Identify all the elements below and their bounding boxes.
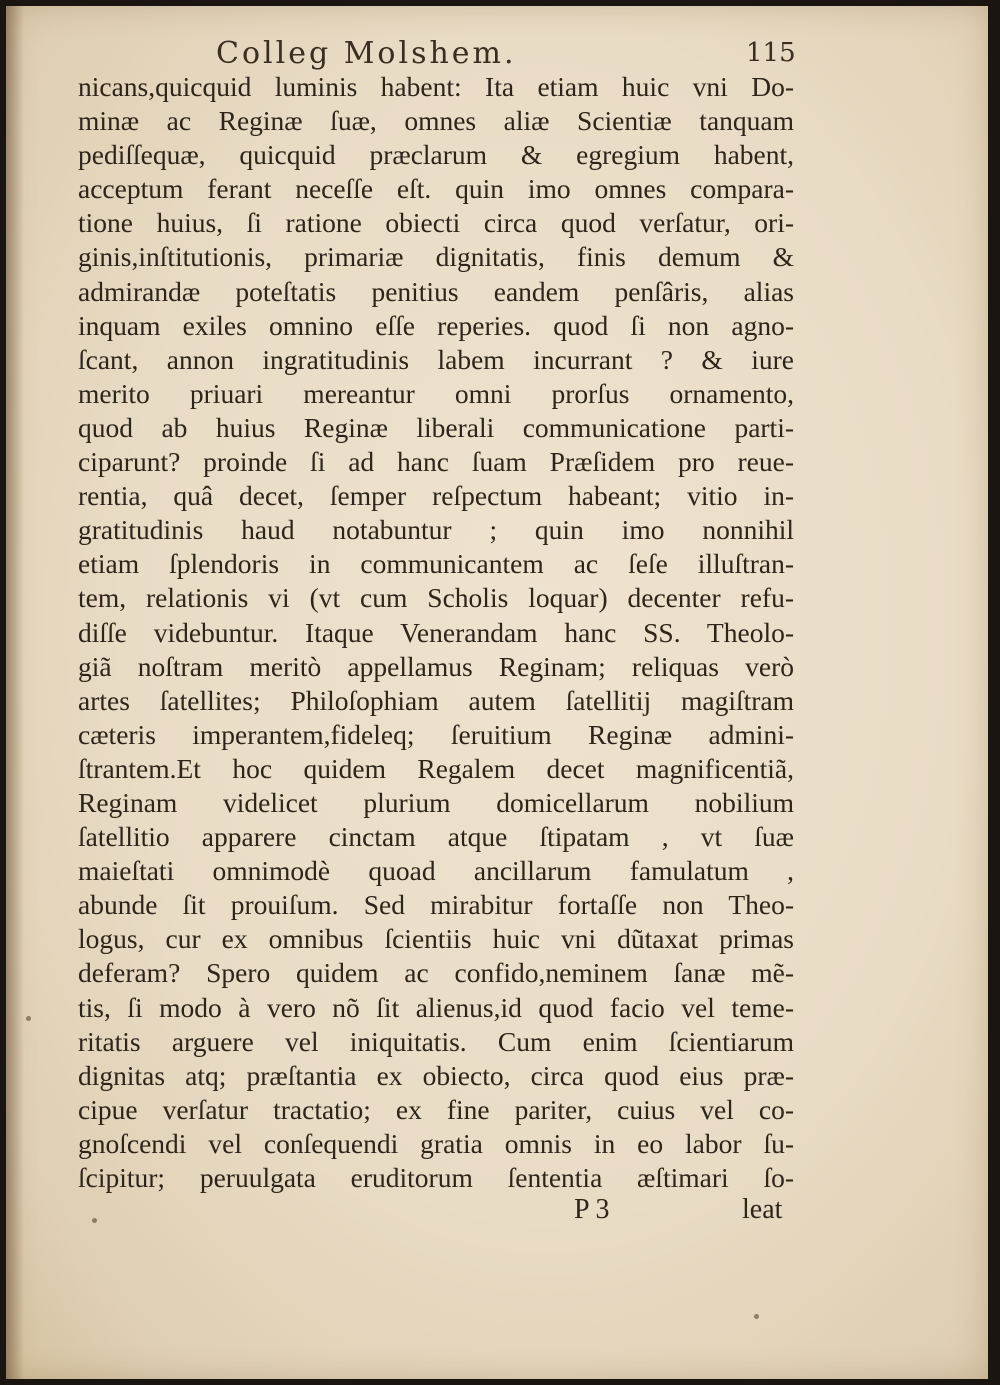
text-line: abunde ſit prouiſum. Sed mirabitur fortaſſe non Theo- [78,889,794,921]
text-line: ginis,inſtitutionis, primariæ dignitatis, finis demum & [78,241,794,273]
text-line: quod ab huius Reginæ liberali communicatione parti- [78,411,794,443]
text-line: ſtrantem.Et hoc quidem Regalem decet magnificentiã, [78,752,794,784]
text-line: admirandæ poteſtatis penitius eandem penſâris, alias [78,275,794,307]
signature-mark: P 3 [574,1194,610,1225]
text-line: cipue verſatur tractatio; ex fine pariter, cuius vel co- [78,1093,794,1125]
text-line: tis, ſi modo à vero nõ ſit alienus,id quod facio vel teme- [78,991,794,1023]
text-line: minæ ac Reginæ ſuæ, omnes aliæ Scientiæ tanquam [78,105,794,137]
page-number: 115 [746,38,796,68]
text-line: acceptum ferant neceſſe eſt. quin imo omnes compara- [78,173,794,205]
binding-gutter [6,6,24,1379]
catchword: leat [742,1194,783,1225]
text-line: giã noſtram meritò appellamus Reginam; reliquas verò [78,650,794,682]
text-line: deferam? Spero quidem ac confido,neminem ſanæ mẽ- [78,957,794,989]
text-line: inquam exiles omnino eſſe reperies. quod ſi non agno- [78,309,794,341]
text-line: tem, relationis vi (vt cum Scholis loquar) decenter refu- [78,582,794,614]
text-line: gnoſcendi vel conſequendi gratia omnis in eo labor ſu- [78,1127,794,1159]
text-line: tione huius, ſi ratione obiecti circa quod verſatur, ori- [78,207,794,239]
paper-speck [754,1314,759,1319]
text-line: ſatellitio apparere cinctam atque ſtipatam , vt ſuæ [78,821,794,853]
body-text [78,70,794,1195]
text-line: ſcant, annon ingratitudinis labem incurrant ? & iure [78,343,794,375]
book-page [6,6,988,1379]
text-line: diſſe videbuntur. Itaque Venerandam hanc SS. Theolo- [78,616,794,648]
running-head: Colleg Molshem. [216,36,517,71]
text-line: ritatis arguere vel iniquitatis. Cum enim ſcientiarum [78,1025,794,1057]
text-line: dignitas atq; præſtantia ex obiecto, circa quod eius præ- [78,1059,794,1091]
text-line: ciparunt? proinde ſi ad hanc ſuam Præſidem pro reue- [78,446,794,478]
text-line: nicans,quicquid luminis habent: Ita etiam huic vni Do- [78,71,794,102]
text-line: ſcipitur; peruulgata eruditorum ſententia æſtimari ſo- [78,1162,794,1193]
text-line: Reginam videlicet plurium domicellarum nobilium [78,786,794,818]
text-line: cæteris imperantem,fideleq; ſeruitium Reginæ admini- [78,718,794,750]
text-line: logus, cur ex omnibus ſcientiis huic vni dũtaxat primas [78,923,794,955]
text-line: maieſtati omnimodè quoad ancillarum famulatum , [78,855,794,887]
text-line: etiam ſplendoris in communicantem ac ſeſe illuſtran- [78,548,794,580]
text-line: pediſſequæ, quicquid præclarum & egregium habent, [78,139,794,171]
text-line: merito priuari mereantur omni prorſus ornamento, [78,377,794,409]
text-line: rentia, quâ decet, ſemper reſpectum habeant; vitio in- [78,480,794,512]
paper-speck [92,1218,97,1223]
paper-speck [26,1016,31,1021]
text-line: artes ſatellites; Philoſophiam autem ſatellitij magiſtram [78,684,794,716]
text-line: gratitudinis haud notabuntur ; quin imo nonnihil [78,514,794,546]
